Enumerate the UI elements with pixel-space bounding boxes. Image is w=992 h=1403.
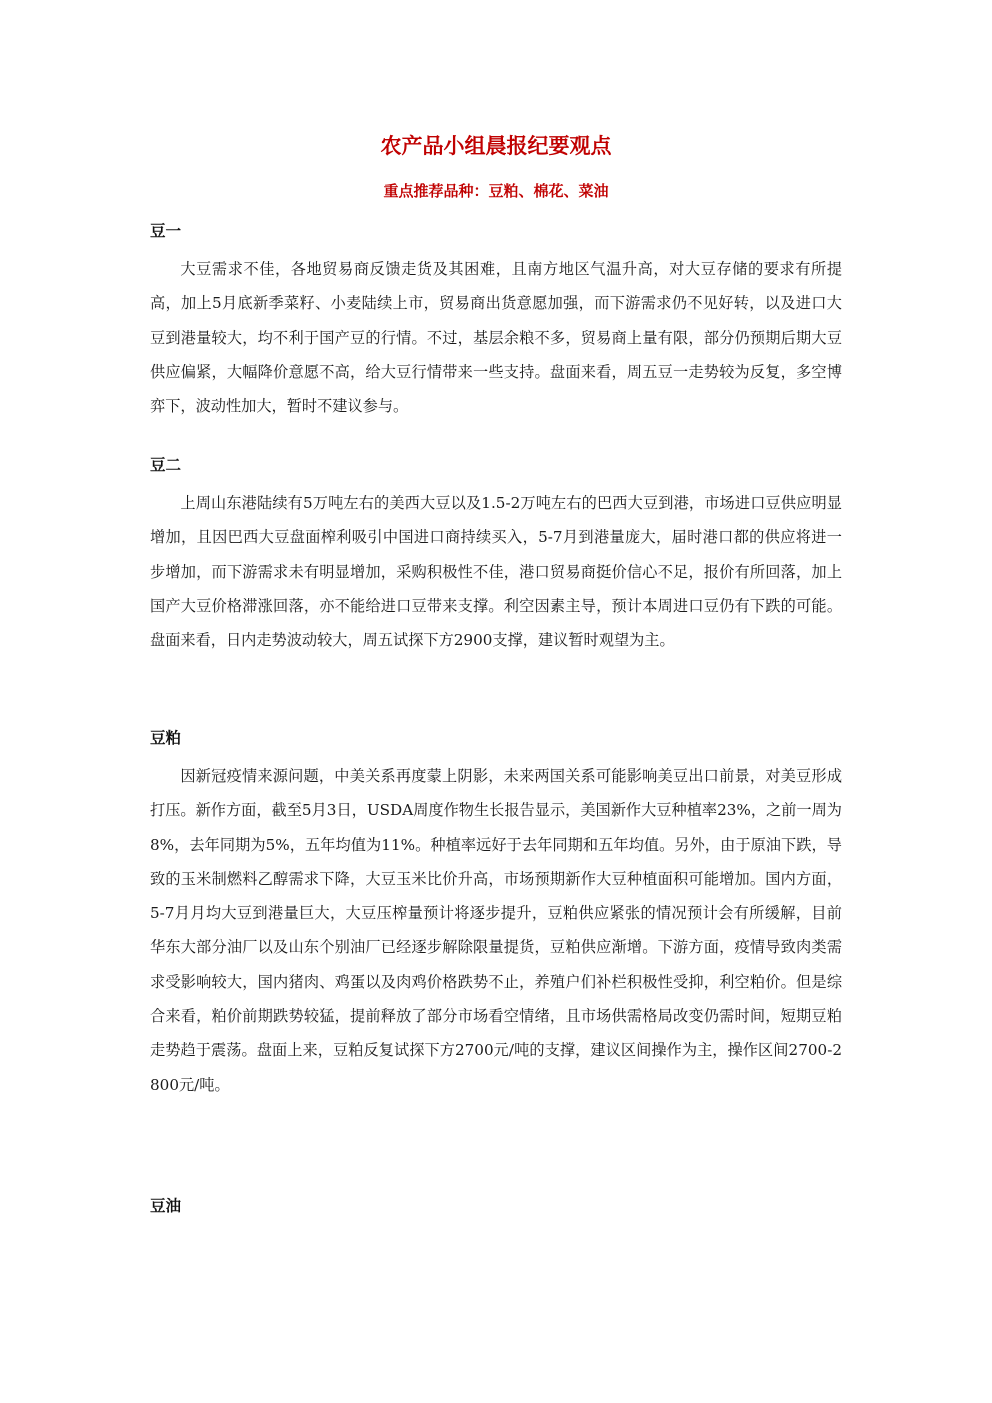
- section-douer: [150, 452, 842, 657]
- section-doupo: [150, 725, 842, 1102]
- section-douyou: [150, 1193, 842, 1227]
- section-paragraph: 上周山东港陆续有5万吨左右的美西大豆以及1.5-2万吨左右的巴西大豆到港，市场进口豆供应明显增加，且因巴西大豆盘面榨利吸引中国进口商持续买入，5-7月到港量庞大，届时港口都的供应将进一步增加，而下游需求未有明显增加，采购积极性不佳，港口贸易商挺价信心不足，报价有所回落，加上国产大豆价格滞涨回落，亦不能给进口豆带来支撑。利空因素主导，预计本周进口豆仍有下跌的可能。盘面来看，日内走势波动较大，周五试探下方2900支撑，建议暂时观望为主。: [150, 494, 842, 650]
- section-heading: 豆粕: [150, 729, 182, 747]
- section-heading: 豆油: [150, 1197, 182, 1215]
- section-heading: 豆二: [150, 456, 182, 474]
- section-heading: 豆一: [150, 222, 182, 240]
- section-douyi: [150, 218, 842, 423]
- document-subtitle: 重点推荐品种：豆粕、棉花、菜油: [383, 182, 609, 200]
- section-paragraph: 因新冠疫情来源问题，中美关系再度蒙上阴影，未来两国关系可能影响美豆出口前景，对美豆形成打压。新作方面，截至5月3日，USDA周度作物生长报告显示，美国新作大豆种植率23%，之前一周为8%，去年同期为5%，五年均值为11%。种植率远好于去年同期和五年均值。另外，由于原油下跌，导致的玉米制燃料乙醇需求下降，大豆玉米比价升高，市场预期新作大豆种植面积可能增加。国内方面，5-7月月均大豆到港量巨大，大豆压榨量预计将逐步提升，豆粕供应紧张的情况预计会有所缓解，目前华东大部分油厂以及山东个别油厂已经逐步解除限量提货，豆粕供应渐增。下游方面，疫情导致肉类需求受影响较大，国内猪肉、鸡蛋以及肉鸡价格跌势不止，养殖户们补栏积极性受抑，利空粕价。但是综合来看，粕价前期跌势较猛，提前释放了部分市场看空情绪，且市场供需格局改变仍需时间，短期豆粕走势趋于震荡。盘面上来，豆粕反复试探下方2700元/吨的支撑，建议区间操作为主，操作区间2700-2800元/吨。: [150, 767, 842, 1094]
- section-paragraph: 大豆需求不佳，各地贸易商反馈走货及其困难，且南方地区气温升高，对大豆存储的要求有所提高，加上5月底新季菜籽、小麦陆续上市，贸易商出货意愿加强，而下游需求仍不见好转，以及进口大豆到港量较大，均不利于国产豆的行情。不过，基层余粮不多，贸易商上量有限，部分仍预期后期大豆供应偏紧，大幅降价意愿不高，给大豆行情带来一些支持。盘面来看，周五豆一走势较为反复，多空博弈下，波动性加大，暂时不建议参与。: [150, 260, 842, 416]
- document-title: 农产品小组晨报纪要观点: [380, 134, 612, 158]
